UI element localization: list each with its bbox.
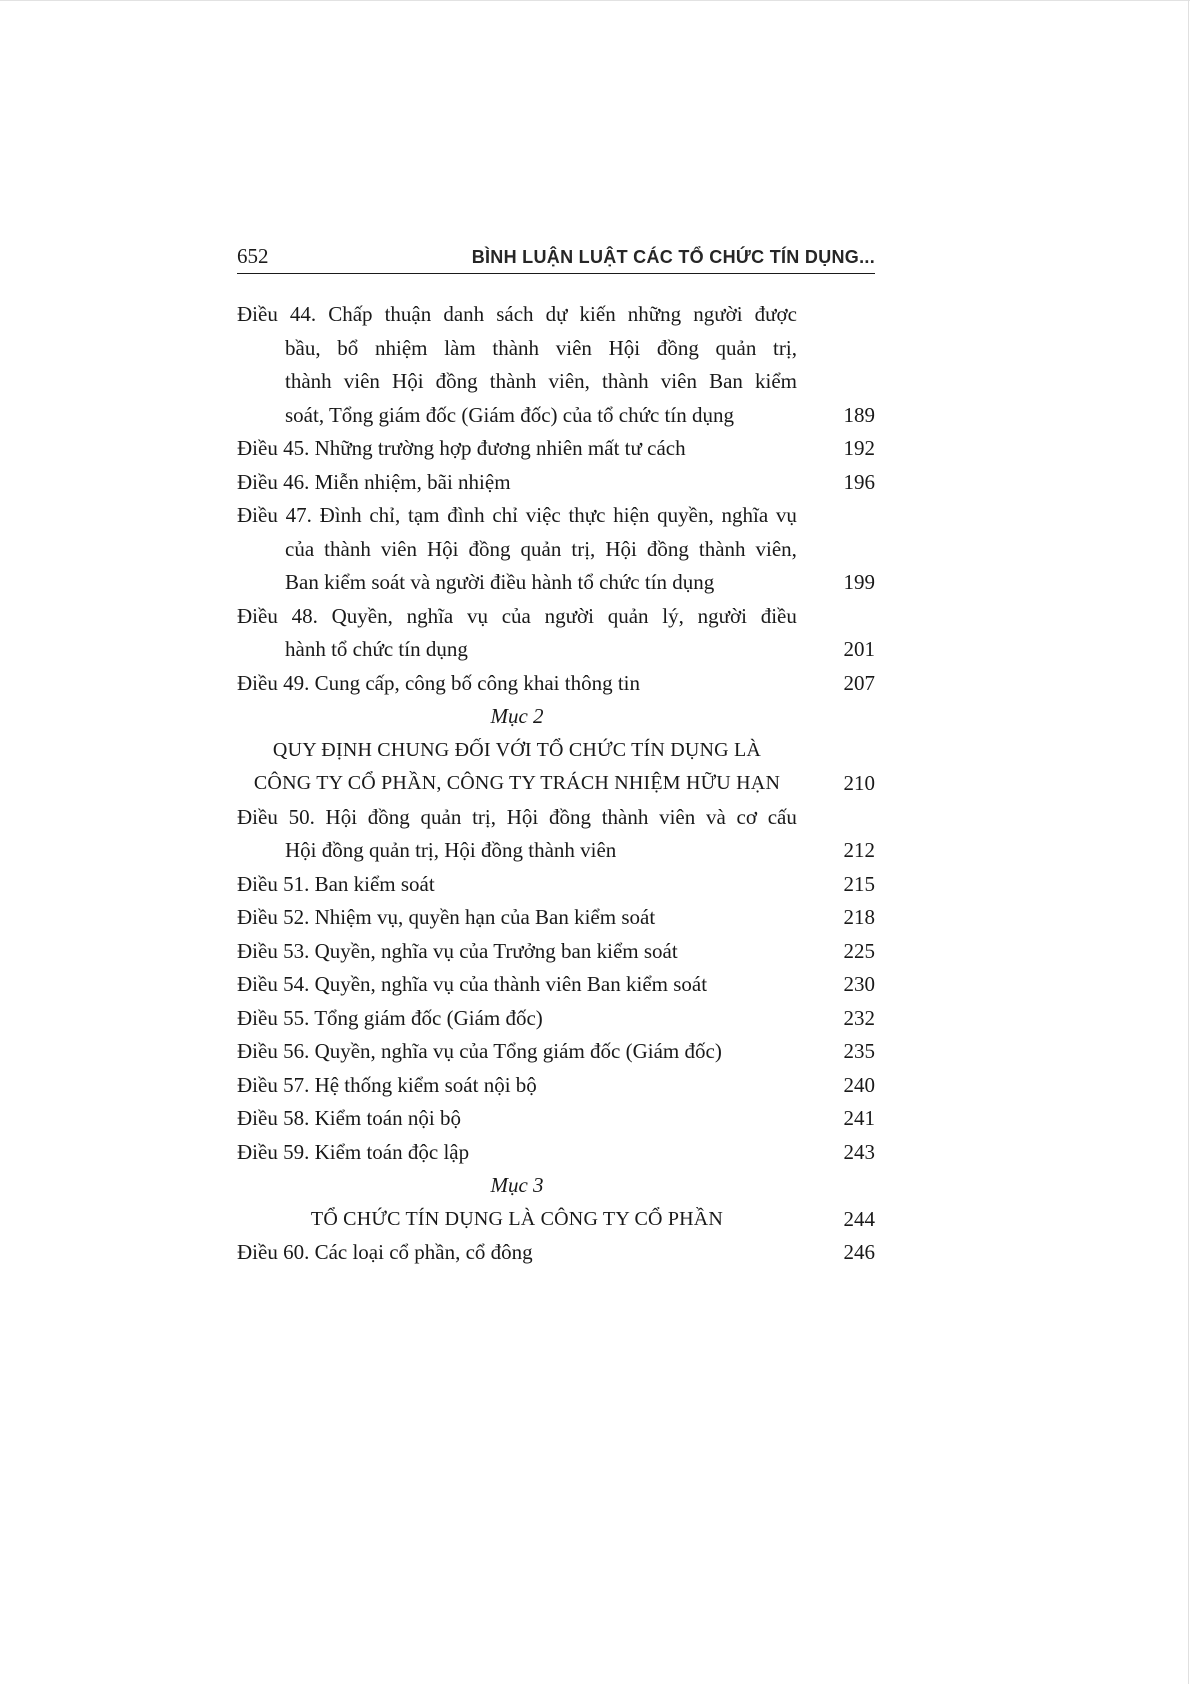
toc-line [237, 1236, 875, 1270]
toc-page-number: 201 [843, 637, 875, 661]
toc-entry-text: hành tổ chức tín dụng [285, 637, 468, 661]
toc-line [237, 432, 875, 466]
toc-line [237, 332, 875, 366]
scan-edge-top [0, 0, 1190, 1]
toc-page-number: 210 [843, 771, 875, 795]
toc-line [237, 968, 875, 1002]
toc-entry-text: Điều 59. Kiểm toán độc lập [237, 1139, 470, 1164]
toc-entry-text: Điều 53. Quyền, nghĩa vụ của Trưởng ban kiểm soát [237, 938, 678, 963]
toc-page-number: 199 [843, 570, 875, 594]
toc-page-number: 230 [843, 972, 875, 996]
toc-entry-text: Điều 57. Hệ thống kiểm soát nội bộ [237, 1072, 537, 1097]
toc-entry-text: Điều 49. Cung cấp, công bố công khai thông tin [237, 670, 641, 695]
toc-page-number: 192 [843, 436, 875, 460]
running-title: BÌNH LUẬN LUẬT CÁC TỔ CHỨC TÍN DỤNG... [471, 247, 875, 267]
toc-page-number: 246 [843, 1240, 875, 1264]
toc-line [237, 801, 875, 835]
toc-page-number: 241 [843, 1106, 875, 1130]
toc-line [237, 533, 875, 567]
toc-line [237, 1203, 875, 1237]
toc-page-number: 232 [843, 1005, 875, 1030]
toc-line [237, 767, 875, 801]
toc-entry-text: Hội đồng quản trị, Hội đồng thành viên [285, 838, 617, 862]
toc-entry-text: thành viên Hội đồng thành viên, thành viên Ban kiểm [285, 369, 797, 393]
running-header [237, 243, 875, 270]
toc-entry-text: của thành viên Hội đồng quản trị, Hội đồng thành viên, [285, 536, 797, 561]
toc-entry-text: Điều 45. Những trường hợp đương nhiên mất tư cách [237, 436, 686, 460]
toc-page-number: 218 [843, 905, 875, 929]
toc-line [237, 600, 875, 634]
toc-page-number: 235 [843, 1039, 875, 1063]
toc-page-number: 225 [843, 938, 875, 963]
toc-page-number: 189 [843, 402, 875, 427]
toc-line [237, 365, 875, 399]
toc-line [237, 399, 875, 433]
toc-line [237, 633, 875, 667]
toc-line [237, 1002, 875, 1036]
toc-line [237, 1102, 875, 1136]
toc-entry-text: Điều 50. Hội đồng quản trị, Hội đồng thành viên và cơ cấu [237, 804, 797, 829]
toc-line [237, 1035, 875, 1069]
toc-line [237, 935, 875, 969]
toc-entry-text: Ban kiểm soát và người điều hành tổ chức tín dụng [285, 570, 715, 594]
toc-entry-text: soát, Tổng giám đốc (Giám đốc) của tổ chức tín dụng [285, 402, 734, 427]
toc-line [237, 1136, 875, 1170]
toc-line [237, 700, 875, 734]
toc-line [237, 298, 875, 332]
section-heading-text: QUY ĐỊNH CHUNG ĐỐI VỚI TỔ CHỨC TÍN DỤNG LÀ [272, 738, 762, 761]
toc-line [237, 566, 875, 600]
book-page [237, 243, 875, 1270]
section-heading-text: CÔNG TY CỔ PHẦN, CÔNG TY TRÁCH NHIỆM HỮU HẠN [253, 772, 781, 794]
toc-line [237, 1169, 875, 1203]
toc-line [237, 499, 875, 533]
scan-edge-right [1188, 0, 1189, 1684]
toc-entry-text: Điều 47. Đình chỉ, tạm đình chỉ việc thực hiện quyền, nghĩa vụ [237, 503, 797, 527]
toc-entry-text: Điều 48. Quyền, nghĩa vụ của người quản lý, người điều [237, 603, 797, 628]
toc-entry-text: Điều 60. Các loại cổ phần, cổ đông [237, 1240, 533, 1264]
section-heading-text: TỔ CHỨC TÍN DỤNG LÀ CÔNG TY CỔ PHẦN [310, 1207, 724, 1230]
toc-entry-text: Điều 56. Quyền, nghĩa vụ của Tổng giám đốc (Giám đốc) [237, 1039, 722, 1063]
toc-list [237, 298, 875, 1270]
toc-entry-text: Điều 54. Quyền, nghĩa vụ của thành viên Ban kiểm soát [237, 972, 708, 996]
toc-entry-text: Điều 46. Miễn nhiệm, bãi nhiệm [237, 469, 511, 494]
toc-line [237, 834, 875, 868]
toc-line [237, 667, 875, 701]
toc-entry-text: bầu, bổ nhiệm làm thành viên Hội đồng quản trị, [285, 335, 797, 360]
toc-page-number: 207 [843, 670, 875, 695]
toc-entry-text: Điều 52. Nhiệm vụ, quyền hạn của Ban kiểm soát [237, 905, 656, 929]
header-rule [237, 273, 875, 274]
page-number: 652 [237, 244, 269, 268]
toc-page-number: 243 [843, 1139, 875, 1164]
toc-entry-text: Điều 44. Chấp thuận danh sách dự kiến những người được [237, 302, 797, 326]
section-label-text: Mục 2 [490, 704, 544, 728]
toc-page-number: 212 [843, 838, 875, 862]
section-label-text: Mục 3 [490, 1173, 544, 1197]
toc-page-number: 240 [843, 1072, 875, 1097]
toc-entry-text: Điều 51. Ban kiểm soát [237, 871, 435, 896]
toc-line [237, 1069, 875, 1103]
toc-page-number: 196 [843, 469, 875, 494]
toc-entry-text: Điều 58. Kiểm toán nội bộ [237, 1106, 461, 1130]
toc-entry-text: Điều 55. Tổng giám đốc (Giám đốc) [237, 1005, 543, 1030]
toc-line [237, 868, 875, 902]
toc-page-number: 244 [843, 1206, 875, 1231]
toc-line [237, 901, 875, 935]
toc-line [237, 734, 875, 768]
toc-page-number: 215 [843, 871, 875, 896]
toc-line [237, 466, 875, 500]
